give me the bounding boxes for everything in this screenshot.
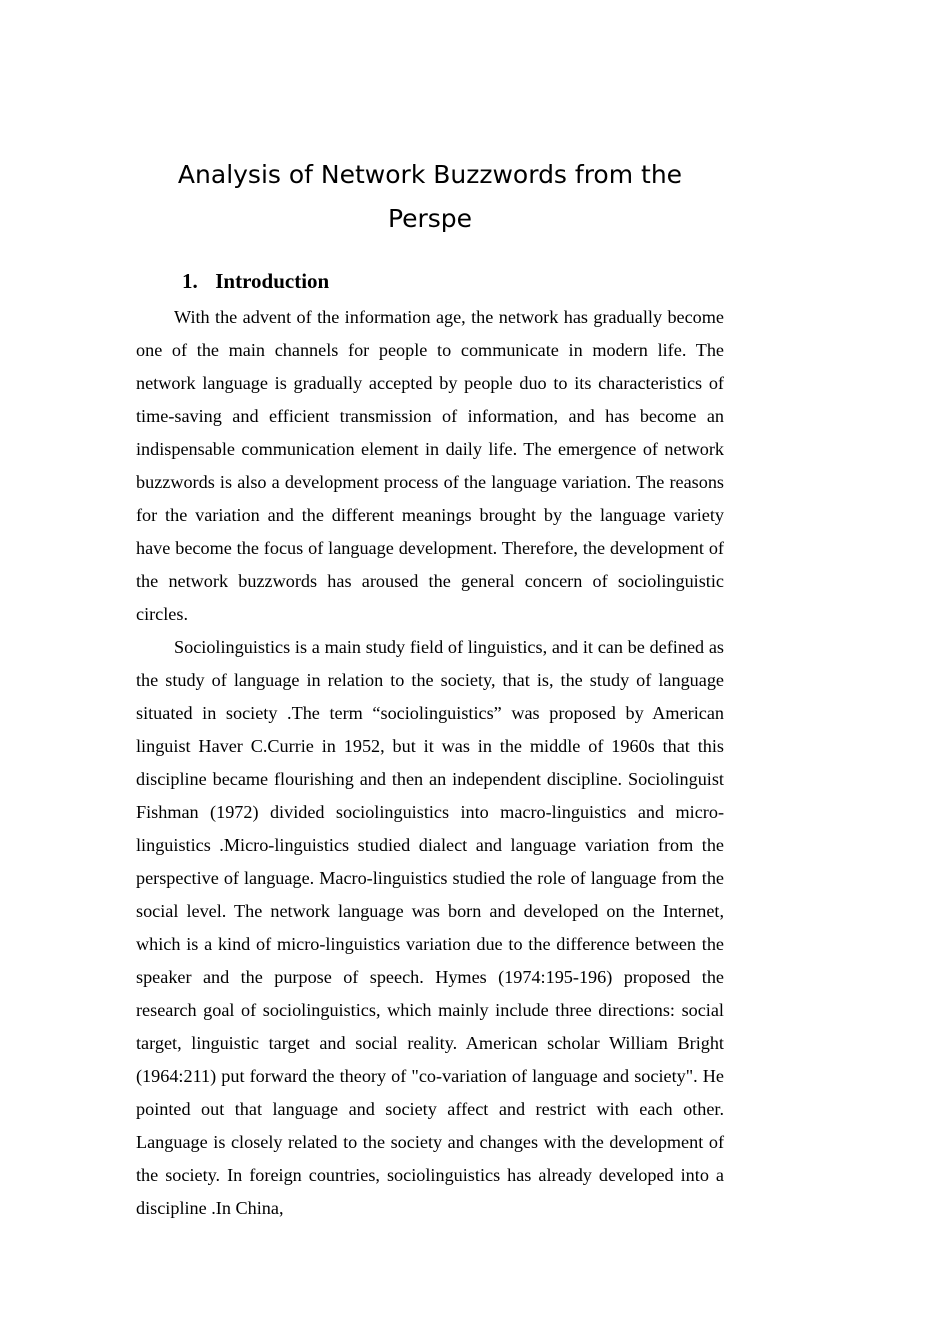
section-heading-text: Introduction — [215, 269, 330, 293]
section-number: 1. — [182, 269, 198, 293]
body-text — [136, 301, 724, 1225]
section-heading — [182, 266, 329, 296]
document-title: Analysis of Network Buzzwords from the Perspe — [177, 160, 683, 233]
paragraph: Sociolinguistics is a main study field of linguistics, and it can be defined as the study of language in relation to the society, that is, the study of language situated in society .The term “sociolinguistics” was proposed by American linguist Haver C.Currie in 1952, but it was in the middle of 1960s that this discipline became flourishing and then an independent discipline. Sociolinguist Fishman (1972) divided sociolinguistics into macro-linguistics and micro-linguistics .Micro-linguistics studied dialect and language variation from the perspective of language. Macro-linguistics studied the role of language from the social level. The network language was born and developed on the Internet, which is a kind of micro-linguistics variation due to the difference between the speaker and the purpose of speech. Hymes (1974:195-196) proposed the research goal of sociolinguistics, which mainly include three directions: social target, linguistic target and social reality. American scholar William Bright (1964:211) put forward the theory of "co-variation of language and society". He pointed out that language and society affect and restrict with each other. Language is closely related to the society and changes with the development of the society. In foreign countries, sociolinguistics has already developed into a discipline .In China, — [136, 637, 724, 1218]
paragraph: With the advent of the information age, the network has gradually become one of the main channels for people to communicate in modern life. The network language is gradually accepted by people duo to its characteristics of time-saving and efficient transmission of information, and has become an indispensable communication element in daily life. The emergence of network buzzwords is also a development process of the language variation. The reasons for the variation and the different meanings brought by the language variety have become the focus of language development. Therefore, the development of the network buzzwords has aroused the general concern of sociolinguistic circles. — [136, 307, 724, 624]
